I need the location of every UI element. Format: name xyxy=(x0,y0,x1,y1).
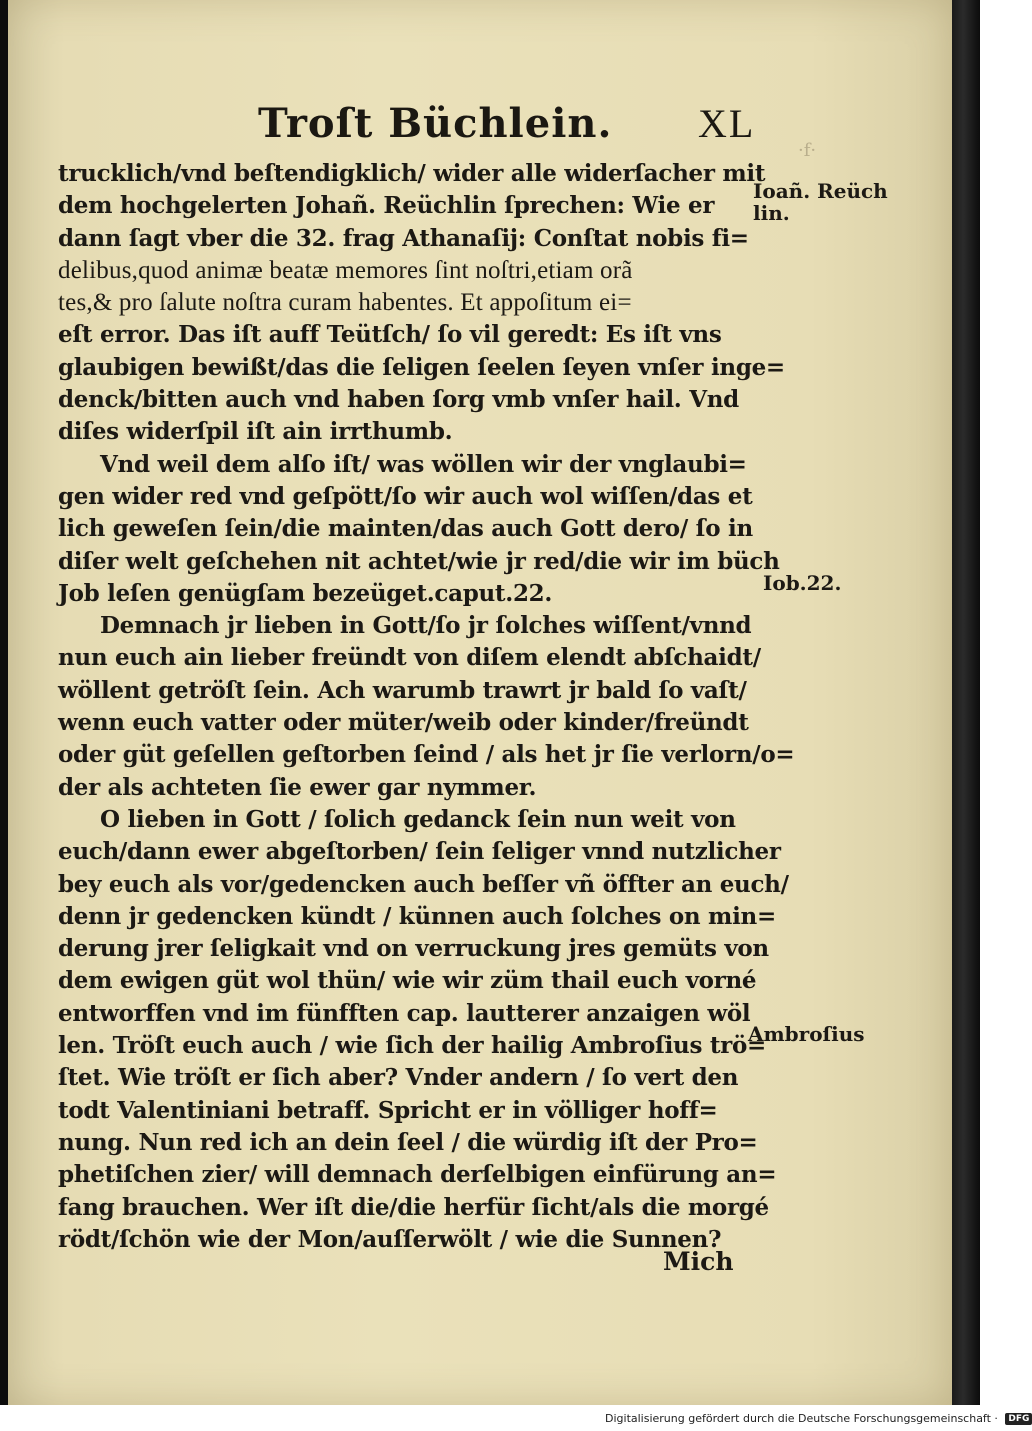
text-line: dem hochgelerten Johañ. Reüchlin ſprechen: Wie er xyxy=(58,192,715,220)
text-line: delibus,quod animæ beatæ memores ſint noſtri,etiam orã xyxy=(58,256,633,284)
body-text xyxy=(58,158,795,1256)
text-line: ſtet. Wie tröſt er ſich aber? Vnder andern / ſo vert den xyxy=(58,1064,739,1092)
scan-edge xyxy=(952,0,980,1405)
text-line: Demnach jr lieben in Gott/ſo jr ſolches wiſſent/vnnd xyxy=(100,612,752,640)
text-line: lich geweſen ſein/die mainten/das auch Gott dero/ ſo in xyxy=(58,515,753,543)
text-line: euch/dann ewer abgeſtorben/ ſein ſeliger vnnd nutzlicher xyxy=(58,838,781,866)
text-line: denn jr gedencken kündt / künnen auch ſolches on min= xyxy=(58,902,776,930)
running-title: Troſt Büchlein. xyxy=(258,100,613,147)
text-line: wöllent getröſt ſein. Ach warumb trawrt jr bald ſo vaſt/ xyxy=(58,676,747,704)
margin-note-line: lin. xyxy=(753,201,790,225)
text-line: Vnd weil dem alſo iſt/ was wöllen wir der vnglaubi= xyxy=(100,450,747,478)
text-line: gen wider red vnd geſpött/ſo wir auch wol wiſſen/das et xyxy=(58,482,753,510)
text-line: O lieben in Gott / ſolich gedanck ſein nun weit von xyxy=(100,805,736,833)
text-line: trucklich/vnd beſtendigklich/ wider alle widerſacher mit xyxy=(58,160,766,187)
text-line: fang brauchen. Wer iſt die/die herfür ſicht/als die morgé xyxy=(58,1193,769,1221)
text-line: diſer welt geſchehen nit achtet/wie jr red/die wir im büch xyxy=(58,547,780,575)
footer-credit xyxy=(605,1412,1032,1425)
text-line: denck/bitten auch vnd haben ſorg vmb vnſer hail. Vnd xyxy=(58,386,739,414)
margin-note-reuchlin xyxy=(753,180,888,224)
text-line: diſes widerſpil iſt ain irrthumb. xyxy=(58,418,453,446)
text-line: todt Valentiniani betraff. Spricht er in völliger hoff= xyxy=(58,1096,718,1124)
text-line: rödt/ſchön wie der Mon/auſſerwölt / wie die Sunnen? xyxy=(58,1225,722,1253)
book-page xyxy=(8,0,952,1405)
text-line: glaubigen bewißt/das die ſeligen ſeelen ſeyen vnſer inge= xyxy=(58,353,785,381)
text-line: wenn euch vatter oder müter/weib oder kinder/freündt xyxy=(58,709,749,737)
dfg-logo-icon: DFG xyxy=(1005,1413,1032,1425)
footer-text: Digitalisierung gefördert durch die Deutsche Forschungsgemeinschaft · xyxy=(605,1412,998,1425)
text-line: nun euch ain lieber freündt von diſem elendt abſchaidt/ xyxy=(58,644,761,672)
text-line: bey euch als vor/gedencken auch beſſer vñ öffter an euch/ xyxy=(58,870,789,898)
folio-number: XL xyxy=(698,101,756,146)
text-line: derung jrer ſeligkait vnd on verruckung jres gemüts von xyxy=(58,935,769,963)
text-line: dann ſagt vber die 32. frag Athanaſij: Conſtat nobis fi= xyxy=(58,224,749,252)
text-line: nung. Nun red ich an dein ſeel / die würdig iſt der Pro= xyxy=(58,1128,758,1156)
margin-note-ambrosius: Ambroſius xyxy=(748,1022,865,1046)
margin-note-job: Iob.22. xyxy=(763,571,842,595)
text-line: dem ewigen güt wol thün/ wie wir züm thail euch vorné xyxy=(58,967,757,995)
text-line: oder güt geſellen geſtorben ſeind / als het jr ſie verlorn/o= xyxy=(58,741,795,769)
text-line: entworffen vnd im fünfften cap. lautterer anzaigen wöl xyxy=(58,999,751,1027)
text-line: len. Tröſt euch auch / wie ſich der hailig Ambroſius trö= xyxy=(58,1032,766,1060)
catchword: Mich xyxy=(663,1247,734,1276)
text-line: der als achteten ſie ewer gar nymmer. xyxy=(58,773,537,801)
text-line: eſt error. Das iſt auff Teütſch/ ſo vil geredt: Es iſt vns xyxy=(58,321,722,349)
faint-mark: ·f· xyxy=(798,140,817,161)
text-line: Job leſen genügſam bezeüget.caput.22. xyxy=(58,579,553,607)
margin-note-line: Ioañ. Reüch xyxy=(753,179,888,203)
text-line: tes,& pro ſalute noſtra curam habentes. Et appoſitum ei= xyxy=(58,289,632,317)
text-line: phetiſchen zier/ will demnach derſelbigen einfürung an= xyxy=(58,1161,777,1189)
